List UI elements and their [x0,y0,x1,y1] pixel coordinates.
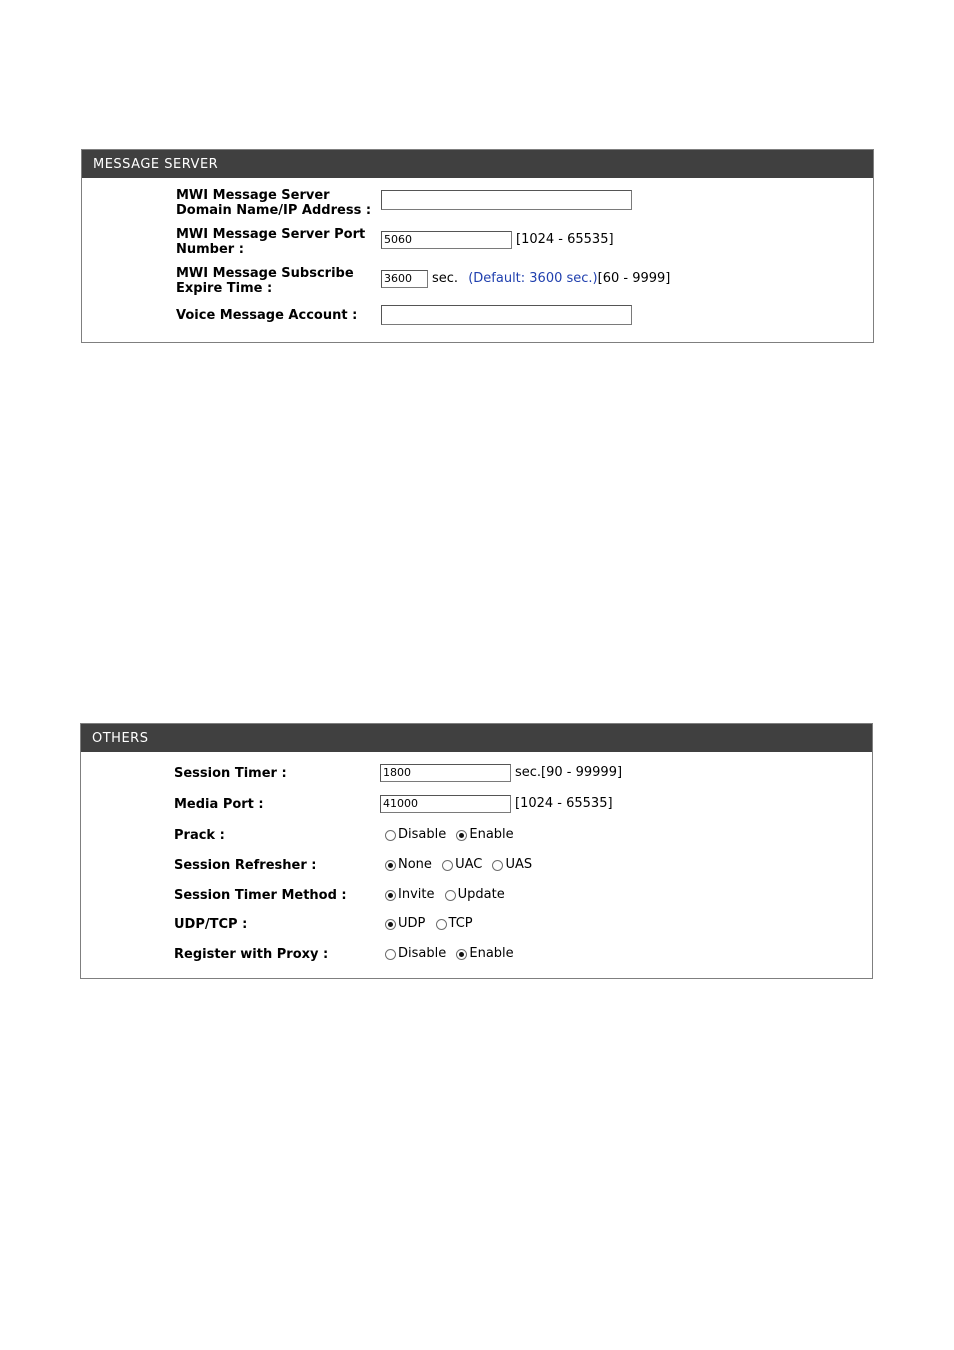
session-timer-method-label: Session Timer Method : [174,888,347,903]
mwi-expire-control [381,269,670,290]
radio-icon[interactable] [385,830,396,841]
mwi-expire-label: MWI Message Subscribe Expire Time : [176,266,354,296]
udp-tcp-label: UDP/TCP : [174,917,248,932]
session-refresher-radio-group [385,855,538,876]
mwi-expire-default: (Default: 3600 sec.) [468,271,598,286]
prack-option-enable[interactable]: Enable [456,825,513,846]
session-refresher-label: Session Refresher : [174,858,317,873]
proxy-option-disable[interactable]: Disable [385,944,446,965]
media-port-control [380,794,613,815]
prack-radio-group [385,825,520,846]
mwi-expire-input[interactable]: 3600 [381,270,428,288]
radio-icon[interactable] [442,860,453,871]
message-server-header: MESSAGE SERVER [82,150,873,178]
udp-tcp-radio-group [385,914,479,935]
mwi-domain-input[interactable] [381,190,632,210]
proxy-option-enable[interactable]: Enable [456,944,513,965]
others-panel [80,723,873,979]
media-port-hint: [1024 - 65535] [515,796,613,811]
session-timer-method-radio-group [385,885,511,906]
prack-option-disable[interactable]: Disable [385,825,446,846]
transport-option-udp[interactable]: UDP [385,914,425,935]
refresher-option-uac[interactable]: UAC [442,855,482,876]
voice-account-label: Voice Message Account : [176,308,358,323]
mwi-expire-range: [60 - 9999] [597,271,671,286]
radio-icon[interactable] [385,949,396,960]
register-proxy-label: Register with Proxy : [174,947,329,962]
mwi-domain-control [381,190,632,211]
refresher-option-uas[interactable]: UAS [492,855,532,876]
register-proxy-radio-group [385,944,520,965]
session-timer-control [380,763,622,784]
mwi-port-control [381,230,614,251]
session-timer-hint: sec.[90 - 99999] [515,765,623,780]
mwi-domain-label: MWI Message Server Domain Name/IP Address : [176,188,372,218]
radio-selected-icon[interactable] [385,860,396,871]
radio-selected-icon[interactable] [385,890,396,901]
prack-label: Prack : [174,828,225,843]
radio-icon[interactable] [492,860,503,871]
radio-selected-icon[interactable] [385,919,396,930]
voice-account-control [381,305,632,326]
others-header: OTHERS [81,724,872,752]
media-port-input[interactable]: 41000 [380,795,511,813]
radio-selected-icon[interactable] [456,949,467,960]
session-timer-input[interactable]: 1800 [380,764,511,782]
radio-selected-icon[interactable] [456,830,467,841]
voice-account-input[interactable] [381,305,632,325]
mwi-port-label: MWI Message Server Port Number : [176,227,366,257]
mwi-expire-unit: sec. [432,271,459,286]
method-option-invite[interactable]: Invite [385,885,434,906]
method-option-update[interactable]: Update [445,885,505,906]
message-server-panel [81,149,874,343]
refresher-option-none[interactable]: None [385,855,432,876]
mwi-port-input[interactable]: 5060 [381,231,512,249]
transport-option-tcp[interactable]: TCP [436,914,473,935]
mwi-port-hint: [1024 - 65535] [516,232,614,247]
radio-icon[interactable] [445,890,456,901]
session-timer-label: Session Timer : [174,766,287,781]
media-port-label: Media Port : [174,797,264,812]
radio-icon[interactable] [436,919,447,930]
